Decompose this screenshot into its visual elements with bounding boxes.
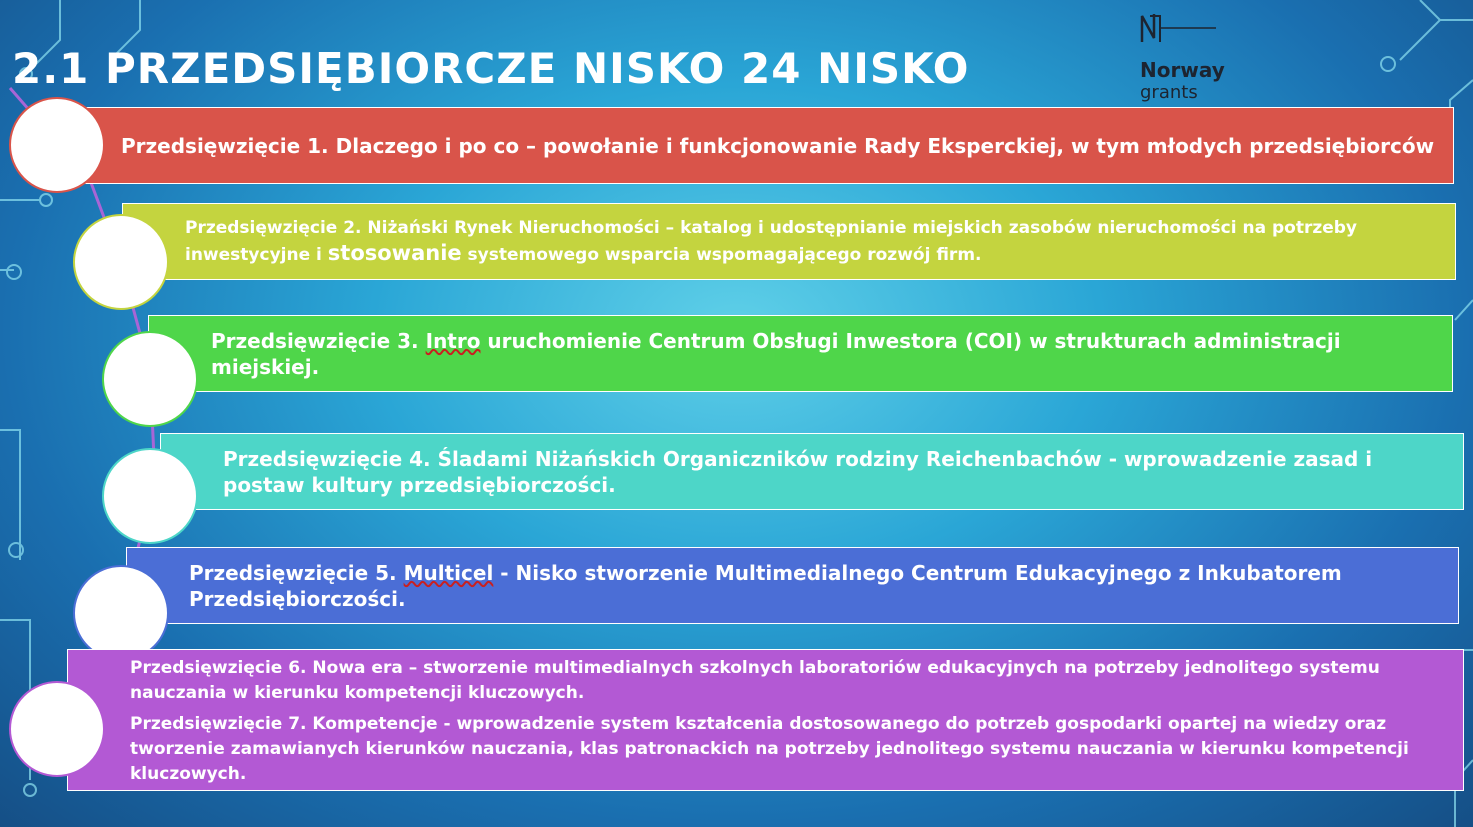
item-circle-1 [9,97,105,193]
logo-text-norway: Norway [1140,58,1225,82]
item-text-5c: - Nisko stworzenie Multimedialnego Centrum Edukacyjnego z Inkubatorem Przedsiębiorczości. [189,560,1342,611]
norway-grants-logo-icon [1140,12,1216,44]
item-text-2 [185,216,1443,268]
item-text-3a: Przedsięwzięcie 3. [211,328,426,353]
item-circle-5 [73,565,169,661]
item-circle-3 [102,331,198,427]
item-text-5u: Multicel [403,560,494,585]
item-text-2a: Przedsięwzięcie 2. Niżański Rynek Nieruchomości – katalog i udostępnianie miejskich zasobów nieruchomości na potrzeby inwestycyjne i [185,217,1358,265]
item-bar-3 [148,315,1453,392]
item-text-5a: Przedsięwzięcie 5. [189,560,404,585]
item-circle-6 [9,681,105,777]
item-bar-4 [160,433,1464,510]
item-bar-2 [122,203,1456,280]
item-text-3u: Intro [425,328,481,353]
logo-text-grants: grants [1140,82,1198,103]
item-text-6: Przedsięwzięcie 6. Nowa era – stworzenie multimedialnych szkolnych laboratoriów edukacyjnych na potrzeby jednolitego systemu nauczania w kierunku kompetencji kluczowych. [130,658,1380,703]
item-text-7: Przedsięwzięcie 7. Kompetencje - wprowadzenie system kształcenia dostosowanego do potrzeb gospodarki opartej na wiedzy oraz tworzenie zamawianych kierunków nauczania, klas patronackich na potrzeby jednolitego systemu nauczania w kierunku kompetencji kluczowych. [130,714,1409,784]
item-text-3 [211,328,1440,380]
item-text-1: Przedsięwzięcie 1. Dlaczego i po co – powołanie i funkcjonowanie Rady Eksperckiej, w tym młodych przedsiębiorców [121,133,1435,158]
page-title: 2.1 PRZEDSIĘBIORCZE NISKO 24 NISKO [12,44,970,93]
item-text-5 [189,560,1446,612]
item-text-4: Przedsięwzięcie 4. Śladami Niżańskich Organiczników rodziny Reichenbachów - wprowadzenie zasad i postaw kultury przedsiębiorczości. [223,446,1373,497]
item-circle-2 [73,214,169,310]
item-text-3c: uruchomienie Centrum Obsługi Inwestora (COI) w strukturach administracji miejskiej. [211,328,1341,379]
item-text-2c: systemowego wsparcia wspomagającego rozwój firm. [461,244,982,265]
item-text-2b: stosowanie [327,240,462,265]
item-bar-1 [66,107,1454,184]
item-bar-6 [67,649,1464,791]
item-bar-5 [126,547,1459,624]
item-circle-4 [102,448,198,544]
norway-grants-logo [1138,12,1228,103]
